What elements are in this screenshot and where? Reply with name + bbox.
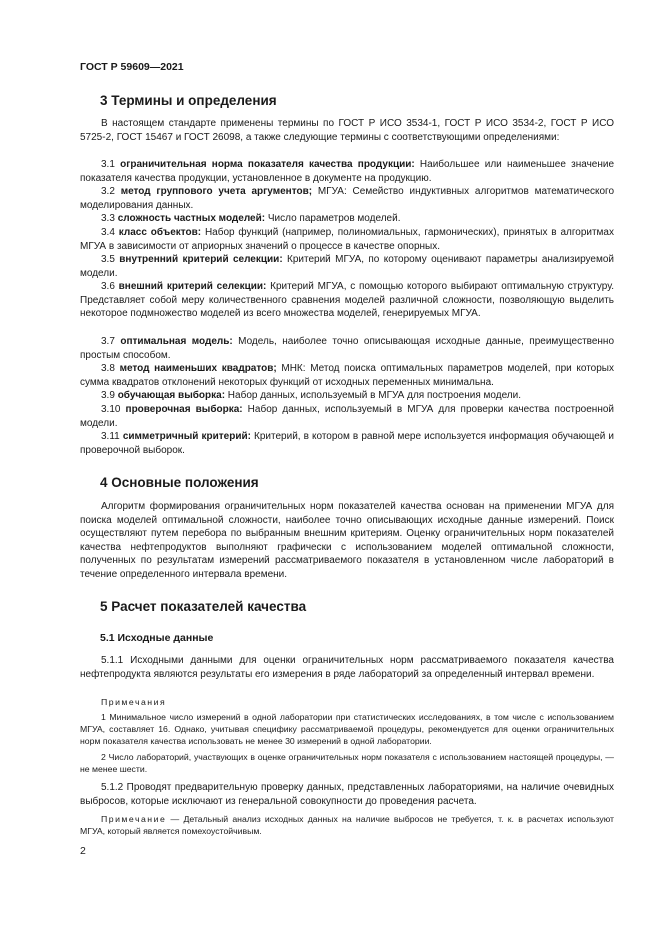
term-3-3: 3.3 сложность частных моделей: Число параметров моделей. <box>101 213 401 224</box>
term-3-5: 3.5 внутренний критерий селекции: Критерий МГУА, по которому оценивают параметры анализируемой модели. <box>80 254 614 279</box>
paragraph-5-1-1: 5.1.1 Исходными данными для оценки ограничительных норм рассматриваемого показателя качества нефтепродукта являются результаты его измерения в ряде лабораторий за определенный интервал времени. <box>80 655 614 680</box>
paragraph-5-1-2: 5.1.2 Проводят предварительную проверку данных, представленных лабораториями, на наличие очевидных выбросов, которые исключают из генеральной совокупности до проведения расчета. <box>80 782 614 807</box>
term-3-7: 3.7 оптимальная модель: Модель, наиболее точно описывающая исходные данные, преимущественно простым способом. <box>80 336 615 361</box>
section-4-text: Алгоритм формирования ограничительных норм показателей качества основан на применении МГУА для поиска моделей оптимальной сложности, наиболее точно описывающих исходные данные измерений. Поиск осуществляют путем перебора по выбранным внешним критериям. Оценку ограничительных норм показателей качества нефтепродуктов выполняют графически с использованием моделей оптимальной сложности, полученных по результатам измерений рассматриваемого показателя в установленном числе лабораторий в течение определенного интервала времени. <box>80 501 614 580</box>
subsection-5-1-heading: 5.1 Исходные данные <box>100 632 214 644</box>
term-3-10: 3.10 проверочная выборка: Набор данных, используемый в МГУА для проверки качества построенной модели. <box>80 404 614 429</box>
section-3-intro: В настоящем стандарте применены термины по ГОСТ Р ИСО 3534-1, ГОСТ Р ИСО 3534-2, ГОСТ Р ИСО 5725-2, ГОСТ 15467 и ГОСТ 26098, а также следующие термины с соответствующими определениями: <box>80 118 614 143</box>
term-3-8: 3.8 метод наименьших квадратов; МНК: Метод поиска оптимальных параметров моделей, при которых сумма квадратов отклонений некоторых функций от исходных переменных минимальна. <box>80 363 614 388</box>
term-3-2: 3.2 метод группового учета аргументов; МГУА: Семейство индуктивных алгоритмов математического моделирования данных. <box>80 186 615 211</box>
section-4-heading: 4 Основные положения <box>100 475 259 490</box>
term-3-9: 3.9 обучающая выборка: Набор данных, используемый в МГУА для построения модели. <box>101 390 521 401</box>
document-header: ГОСТ Р 59609—2021 <box>80 61 184 73</box>
note-1: 1 Минимальное число измерений в одной лаборатории при статистических исследованиях, в том числе с использованием МГУА, составляет 16. Однако, учитывая специфику рассматриваемой процедуры, рекомендуется для оценки ограничительных норм показателя качества использовать не менее 30 измерений в одной лаборатории. <box>80 712 614 746</box>
section-5-heading: 5 Расчет показателей качества <box>100 599 307 614</box>
page-number: 2 <box>80 845 86 857</box>
section-3-heading: 3 Термины и определения <box>100 93 277 108</box>
term-3-6: 3.6 внешний критерий селекции: Критерий МГУА, с помощью которого выбирают оптимальную структуру. Представляет собой меру количественного сравнения моделей различной сложности, позволяющую выделить некоторое подмножество моделей из всего множества моделей, генерируемых МГУА. <box>80 281 615 319</box>
notes-label: Примечания <box>101 697 167 707</box>
term-3-1: 3.1 ограничительная норма показателя качества продукции: Наибольшее или наименьшее значение показателя качества продукции, установленное в документе на продукцию. <box>80 159 615 184</box>
term-3-11: 3.11 симметричный критерий: Критерий, в котором в равной мере используется информация обучающей и проверочной выборок. <box>80 431 615 456</box>
term-3-4: 3.4 класс объектов: Набор функций (например, полиномиальных, гармонических), принятых в алгоритмах МГУА в зависимости от априорных значений о процессе в качестве опорных. <box>80 227 614 252</box>
note-2: 2 Число лабораторий, участвующих в оценке ограничительных норм показателя с использованием настоящей процедуры, — не менее шести. <box>80 752 614 774</box>
note-3: Примечание — Детальный анализ исходных данных на наличие выбросов не требуется, т. к. в расчетах используют МГУА, который является помехоустойчивым. <box>80 814 614 836</box>
